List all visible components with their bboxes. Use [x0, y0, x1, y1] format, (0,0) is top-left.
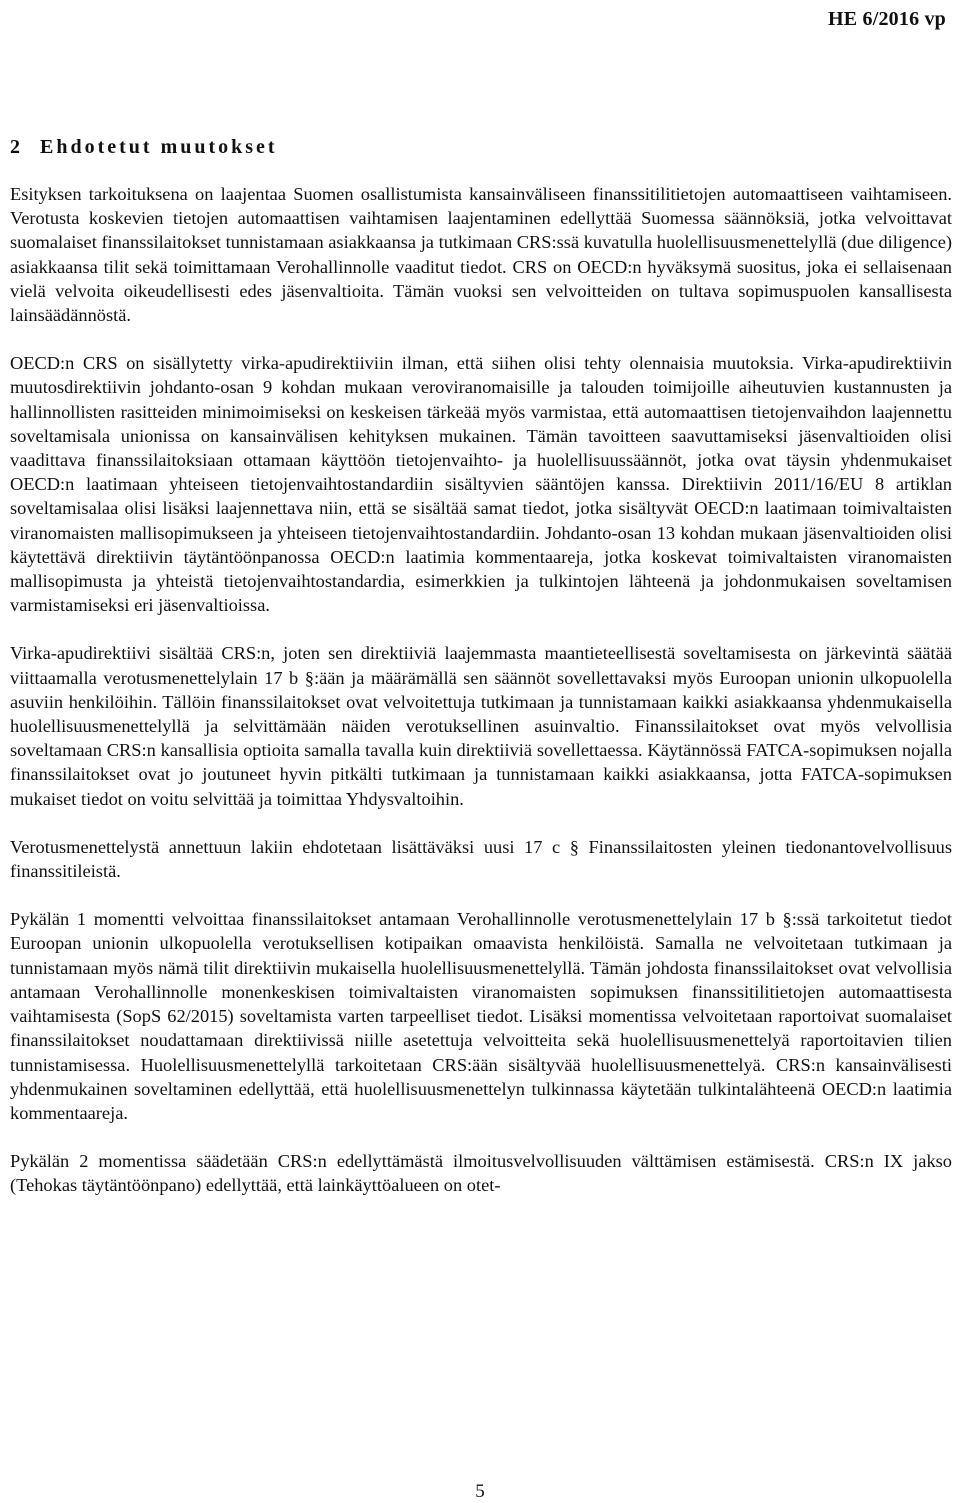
document-id-header: HE 6/2016 vp: [828, 8, 946, 30]
paragraph: Pykälän 1 momentti velvoittaa finanssilaitokset antamaan Verohallinnolle verotusmenettelylain 17 b §:ssä tarkoitetut tiedot Euroopan unionin ulkopuolella verotuksellisen kotipaikan omaavista henkilöistä. Samalla ne velvoitetaan tutkimaan ja tunnistamaan myös nämä tilit direktiivin mukaisella huolellisuusmenettelyllä. Tämän johdosta finanssilaitokset ovat velvollisia antamaan Verohallinnolle monenkeskisen toimivaltaisten viranomaisten sopimuksen finanssitilitietojen automaattisesta vaihtamisesta (SopS 62/2015) soveltamista varten tarpeelliset tiedot. Lisäksi momentissa velvoitetaan raportoivat suomalaiset finanssilaitokset noudattamaan direktiivissä niille asetettuja velvoitteita sekä huolellisuusmenettelyä raportoitavien tilien tunnistamisessa. Huolellisuusmenettelyllä tarkoitetaan CRS:ään sisältyvää huolellisuusmenettelyä. CRS:n kansainvälisesti yhdenmukainen soveltaminen edellyttää, että huolellisuusmenettelyn tulkinnassa käytetään tulkintalähteenä OECD:n laatimia kommentaareja.: [10, 909, 952, 1123]
section-heading: [10, 136, 278, 159]
page-number: 5: [475, 1481, 485, 1502]
paragraph: Pykälän 2 momentissa säädetään CRS:n edellyttämästä ilmoitusvelvollisuuden välttämisen estämisestä. CRS:n IX jakso (Tehokas täytäntöönpano) edellyttää, että lainkäyttöalueen on otet-: [10, 1151, 952, 1196]
section-title: Ehdotetut muutokset: [40, 136, 278, 158]
section-number: 2: [10, 136, 20, 158]
body-text: [10, 182, 952, 1222]
paragraph: OECD:n CRS on sisällytetty virka-apudirektiiviin ilman, että siihen olisi tehty olennaisia muutoksia. Virka-apudirektiivin muutosdirektiivin johdanto-osan 9 kohdan mukaan veroviranomaisille ja talouden toimijoille aiheutuvien kustannusten ja hallinnollisten rasitteiden minimoimiseksi on keskeisen tärkeää myös varmistaa, että automaattisen tietojenvaihdon laajennettu soveltamisala unionissa on kansainvälisen kehityksen mukainen. Tämän tavoitteen saavuttamiseksi jäsenvaltioiden olisi vaadittava finanssilaitoksiaan ottamaan käyttöön tietojenvaihto- ja huolellisuussäännöt, jotka ovat täysin yhdenmukaiset OECD:n laatimaan yhteiseen tietojenvaihtostandardiin sisältyvien sääntöjen kanssa. Direktiivin 2011/16/EU 8 artiklan soveltamisalaa olisi lisäksi laajennettava niin, että se sisältää samat tiedot, jotka sisältyvät OECD:n laatimaan toimivaltaisten viranomaisten mallisopimukseen ja yhteiseen tietojenvaihtostandardiin. Johdanto-osan 13 kohdan mukaan jäsenvaltioiden olisi käytettävä direktiivin täytäntöönpanossa OECD:n laatimia kommentaareja, jotka koskevat toimivaltaisten viranomaisten mallisopimusta ja yhteistä tietojenvaihtostandardia, esimerkkien ja tulkintojen lähteenä ja johdonmukaisen soveltamisen varmistamiseksi eri jäsenvaltioissa.: [10, 353, 952, 616]
paragraph: Virka-apudirektiivi sisältää CRS:n, joten sen direktiiviä laajemmasta maantieteellisestä soveltamisesta on järkevintä säätää viittaamalla verotusmenettelylain 17 b §:ään ja määrämällä sen säännöt sovellettavaksi myös Euroopan unionin ulkopuolella asuviin henkilöihin. Tällöin finanssilaitokset ovat velvoitettuja tutkimaan ja tunnistamaan kaikki asiakkaansa yhdenmukaisella huolellisuusmenettelyllä ja selvittämään näiden verotuksellinen asuinvaltio. Finanssilaitokset ovat myös velvollisia soveltamaan CRS:n kansallisia optioita samalla tavalla kuin direktiiviä sovellettaessa. Käytännössä FATCA-sopimuksen nojalla finanssilaitokset ovat jo joutuneet hyvin pitkälti tutkimaan ja tunnistamaan kaikki asiakkaansa, jotta FATCA-sopimuksen mukaiset tiedot on voitu selvittää ja toimittaa Yhdysvaltoihin.: [10, 643, 952, 809]
paragraph: Verotusmenettelystä annettuun lakiin ehdotetaan lisättäväksi uusi 17 c § Finanssilaitosten yleinen tiedonantovelvollisuus finanssitileistä.: [10, 836, 952, 882]
paragraph: Esityksen tarkoituksena on laajentaa Suomen osallistumista kansainväliseen finanssitilitietojen automaattiseen vaihtamiseen. Verotusta koskevien tietojen automaattisen vaihtamisen laajentaminen edellyttää Suomessa säännöksiä, jotka velvoittavat suomalaiset finanssilaitokset tunnistamaan asiakkaansa ja tutkimaan CRS:ssä kuvatulla huolellisuusmenettelyllä (due diligence) asiakkaansa tilit sekä toimittamaan Verohallinnolle vaaditut tiedot. CRS on OECD:n hyväksymä suositus, joka ei sellaisenaan vielä velvoita oikeudellisesti edes jäsenvaltioita. Tämän vuoksi sen velvoitteiden on tultava sopimuspuolen kansallisesta lainsäädännöstä.: [10, 184, 952, 326]
